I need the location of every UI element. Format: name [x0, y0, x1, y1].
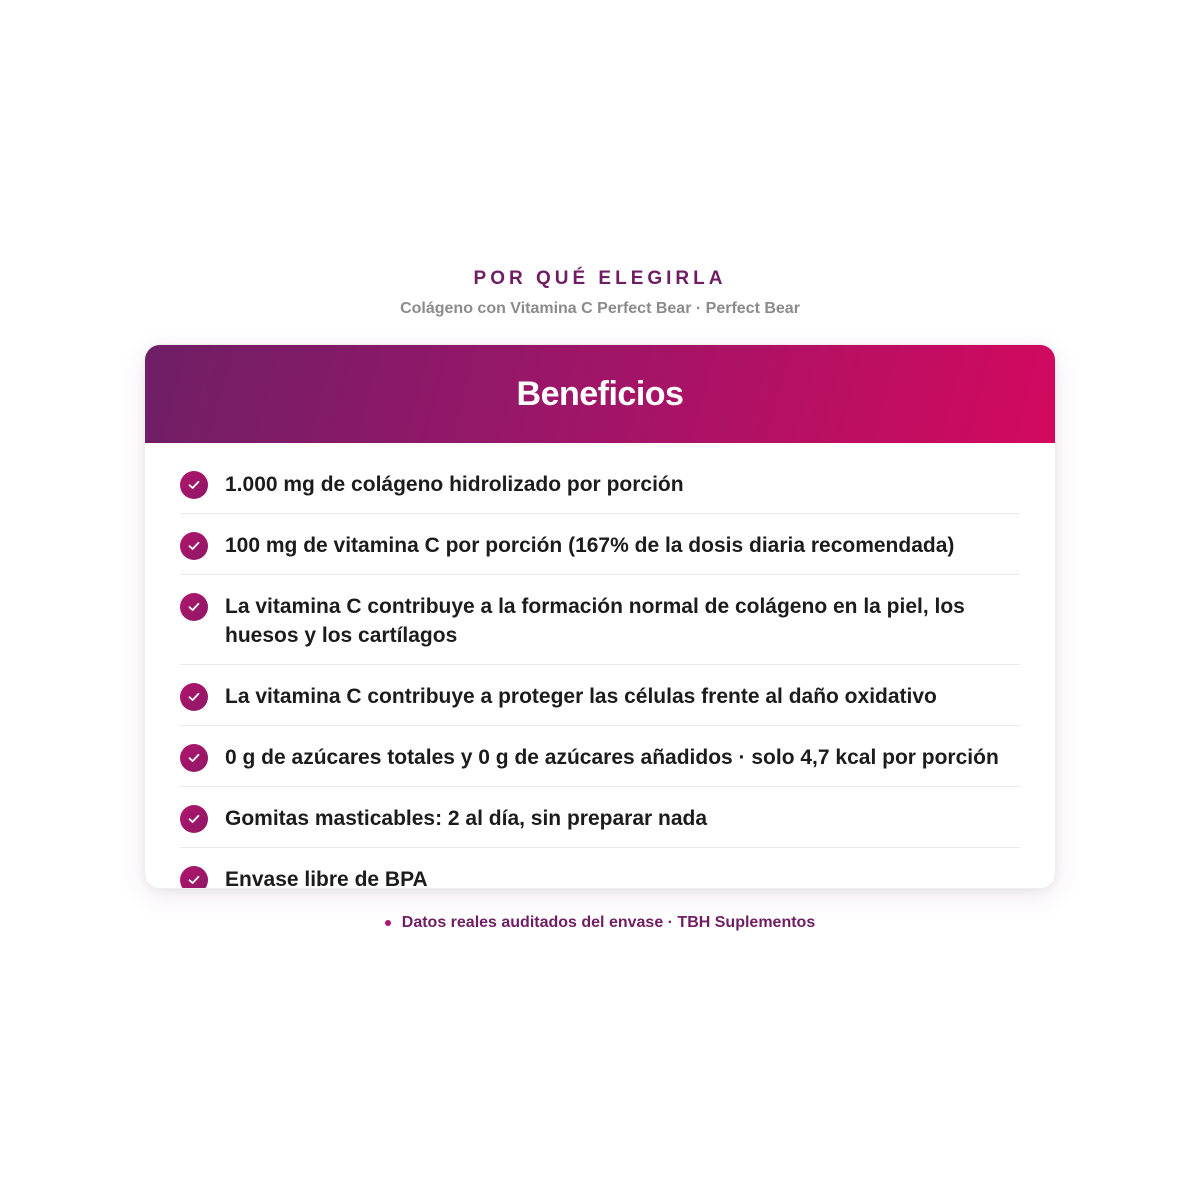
- check-icon: [180, 593, 208, 621]
- benefit-item: [180, 514, 1020, 575]
- benefit-item: [180, 848, 1020, 889]
- benefit-text: La vitamina C contribuye a la formación normal de colágeno en la piel, los huesos y los cartílagos: [225, 595, 965, 647]
- benefit-item: [180, 787, 1020, 848]
- benefit-text: La vitamina C contribuye a proteger las células frente al daño oxidativo: [225, 685, 937, 708]
- benefit-text: Gomitas masticables: 2 al día, sin preparar nada: [225, 807, 708, 830]
- source-footnote: [0, 914, 1200, 932]
- benefit-item: [180, 575, 1020, 665]
- benefit-item: [180, 726, 1020, 787]
- product-subtitle: Colágeno con Vitamina C Perfect Bear · Perfect Bear: [400, 300, 800, 317]
- benefits-list: [145, 443, 1055, 889]
- check-icon: [180, 866, 208, 889]
- benefit-item: [180, 453, 1020, 514]
- benefits-card-header: [145, 345, 1055, 443]
- check-icon: [180, 532, 208, 560]
- check-icon: [180, 805, 208, 833]
- benefit-item: [180, 665, 1020, 726]
- check-icon: [180, 744, 208, 772]
- benefit-text: 100 mg de vitamina C por porción (167% de la dosis diaria recomendada): [225, 534, 955, 557]
- benefit-text: 0 g de azúcares totales y 0 g de azúcares añadidos · solo 4,7 kcal por porción: [225, 746, 999, 769]
- benefits-title: Beneficios: [516, 374, 684, 413]
- bullet-dot-icon: [385, 920, 391, 926]
- check-icon: [180, 683, 208, 711]
- benefits-card: [144, 344, 1056, 889]
- benefit-text: Envase libre de BPA: [225, 868, 428, 889]
- benefit-text: 1.000 mg de colágeno hidrolizado por porción: [225, 473, 684, 496]
- footnote-text: Datos reales auditados del envase · TBH Suplementos: [401, 914, 816, 931]
- check-icon: [180, 471, 208, 499]
- section-eyebrow: POR QUÉ ELEGIRLA: [473, 268, 727, 289]
